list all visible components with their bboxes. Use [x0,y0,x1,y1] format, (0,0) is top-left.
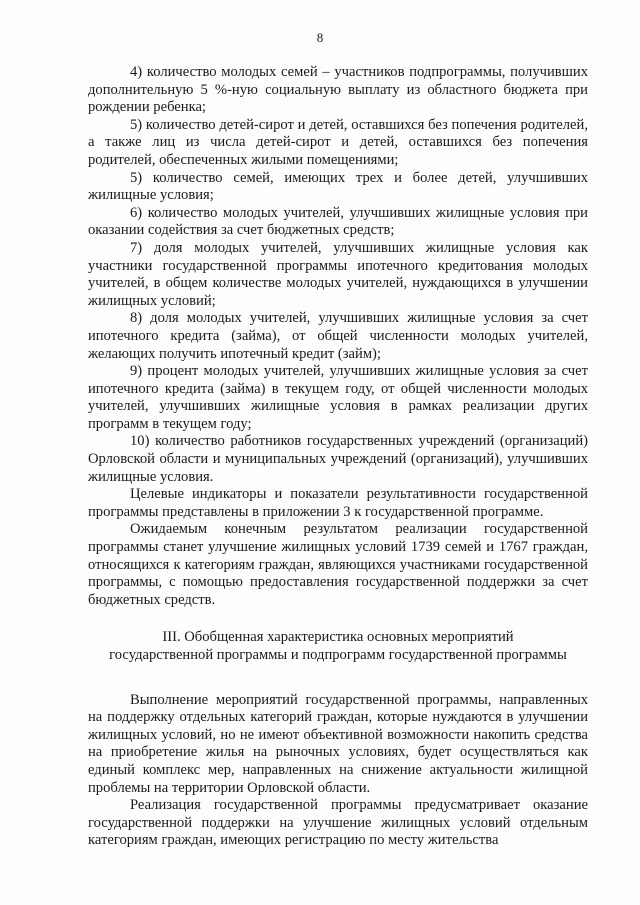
page-number: 8 [316,30,324,45]
section-heading-line-2: государственной программы и подпрограмм государственной программы [109,647,567,663]
list-item-5-orphans: 5) количество детей-сирот и детей, оставшихся без попечения родителей, а также лиц из числа детей-сирот и детей, оставшихся без попечения родителей, обеспеченных жилыми помещениями; [88,116,588,168]
list-item-4-young-families: 4) количество молодых семей – участников подпрограммы, получивших дополнительную 5 %-ную социальную выплату из областного бюджета при рождении ребенка; [88,64,588,116]
section-paragraph-measures: Выполнение мероприятий государственной программы, направленных на поддержку отдельных категорий граждан, которые нуждаются в улучшении жилищных условий, но не имеют объективной возможности накопить средства на приобретение жилья на рыночных условиях, будет осуществляться как единый комплекс мер, направленных на снижение актуальности жилищной проблемы на территории Орловской области. [88,691,588,796]
list-item-6-young-teachers: 6) количество молодых учителей, улучшивших жилищные условия при оказании содействия за счет бюджетных средств; [88,204,588,239]
list-item-7-mortgage-share: 7) доля молодых учителей, улучшивших жилищные условия как участники государственной программы ипотечного кредитования молодых учителей, в общем количестве молодых учителей, нуждающихся в улучшении жилищных условий; [88,239,588,309]
section-paragraph-support: Реализация государственной программы предусматривает оказание государственной поддержки на улучшение жилищных условий отдельным категориям граждан, имеющих регистрацию по месту жительства [88,797,588,849]
section-heading-line-1: III. Обобщенная характеристика основных мероприятий [162,629,514,646]
expected-result-paragraph: Ожидаемым конечным результатом реализации государственной программы станет улучшение жилищных условий 1739 семей и 1767 граждан, относящихся к категориям граждан, являющихся участниками государственной программы, с помощью предоставления государственной поддержки за счет бюджетных средств. [88,521,588,608]
section-heading [88,629,588,664]
list-item-5-large-families: 5) количество семей, имеющих трех и более детей, улучшивших жилищные условия; [88,169,588,204]
list-item-8-mortgage-loan-share: 8) доля молодых учителей, улучшивших жилищные условия за счет ипотечного кредита (займа), от общей численности молодых учителей, желающих получить ипотечный кредит (займ); [88,310,588,362]
indicators-paragraph: Целевые индикаторы и показатели результативности государственной программы представлены в приложении 3 к государственной программе. [88,486,588,520]
document-body [88,64,588,850]
list-item-9-teacher-percent: 9) процент молодых учителей, улучшивших жилищные условия за счет ипотечного кредита (займа) в текущем году, от общей численности молодых учителей, улучшивших жилищные условия в рамках реализации других программ в текущем году; [88,363,588,432]
list-item-10-public-employees: 10) количество работников государственных учреждений (организаций) Орловской области и муниципальных учреждений (организаций), улучшивших жилищные условия. [88,433,588,485]
